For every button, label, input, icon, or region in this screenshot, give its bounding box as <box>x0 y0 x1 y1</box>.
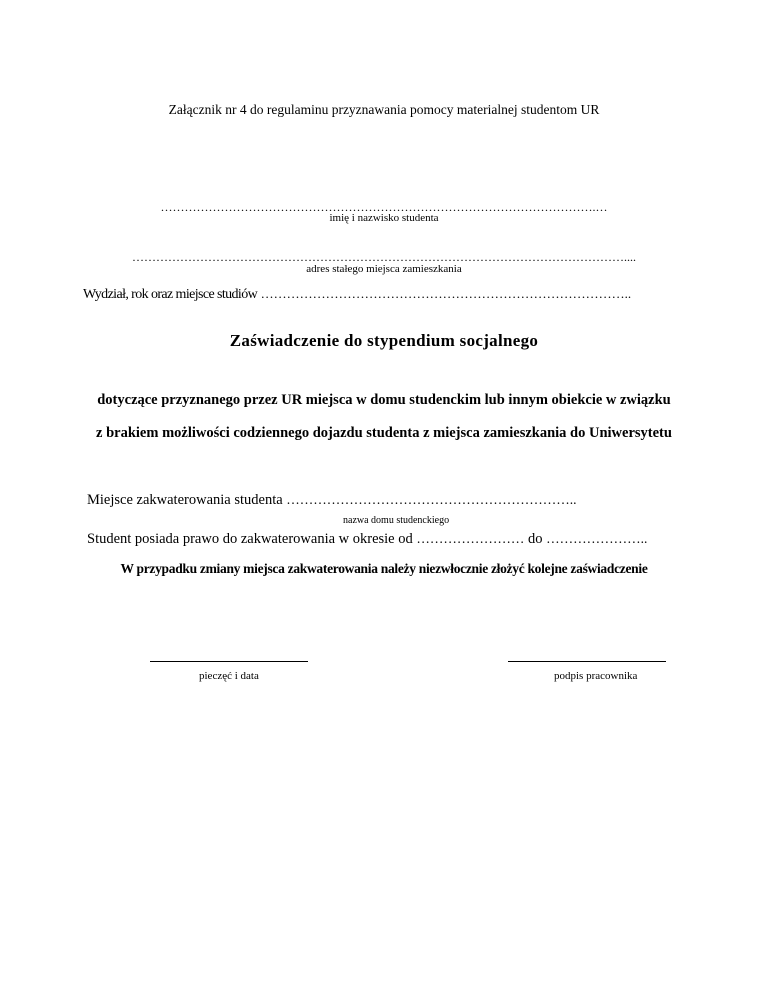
accommodation-dots: ……………………………………………………….. <box>286 492 577 507</box>
faculty-dots: ………………………………………………………………………….. <box>260 286 632 301</box>
subtitle-line-2: z brakiem możliwości codziennego dojazdu studenta z miejsca zamieszkania do Uniwersytetu <box>96 425 672 441</box>
stamp-date-caption: pieczęć i data <box>199 670 259 682</box>
period-to-dots: ………………….. <box>546 531 648 546</box>
faculty-label: Wydział, rok oraz miejsce studiów <box>83 287 258 302</box>
period-to-label: do <box>528 531 543 547</box>
period-from-dots: …………………… <box>416 531 525 546</box>
change-notice: W przypadku zmiany miejsca zakwaterowania należy niezwłocznie złożyć kolejne zaświadczenie <box>120 561 648 576</box>
accommodation-label: Miejsce zakwaterowania studenta <box>87 492 283 508</box>
student-name-dots: ……………………………………………………………………………………………….… <box>160 200 608 214</box>
subtitle-line-1: dotyczące przyznanego przez UR miejsca w domu studenckim lub innym obiekcie w związku <box>97 392 671 408</box>
signature-caption: podpis pracownika <box>554 670 638 682</box>
period-row <box>87 531 647 548</box>
signature-line <box>508 661 666 662</box>
address-dots: …………………………………………………………………………………………………………….... <box>132 250 636 264</box>
annex-header: Załącznik nr 4 do regulaminu przyznawania pomocy materialnej studentom UR <box>168 102 600 117</box>
student-name-caption: imię i nazwisko studenta <box>329 212 439 224</box>
accommodation-caption: nazwa domu studenckiego <box>343 515 450 526</box>
document-title: Zaświadczenie do stypendium socjalnego <box>229 331 539 350</box>
address-caption: adres stałego miejsca zamieszkania <box>306 263 462 275</box>
period-label: Student posiada prawo do zakwaterowania w okresie od <box>87 531 413 547</box>
stamp-date-line <box>150 661 308 662</box>
accommodation-row <box>87 492 577 509</box>
faculty-row <box>83 286 631 303</box>
